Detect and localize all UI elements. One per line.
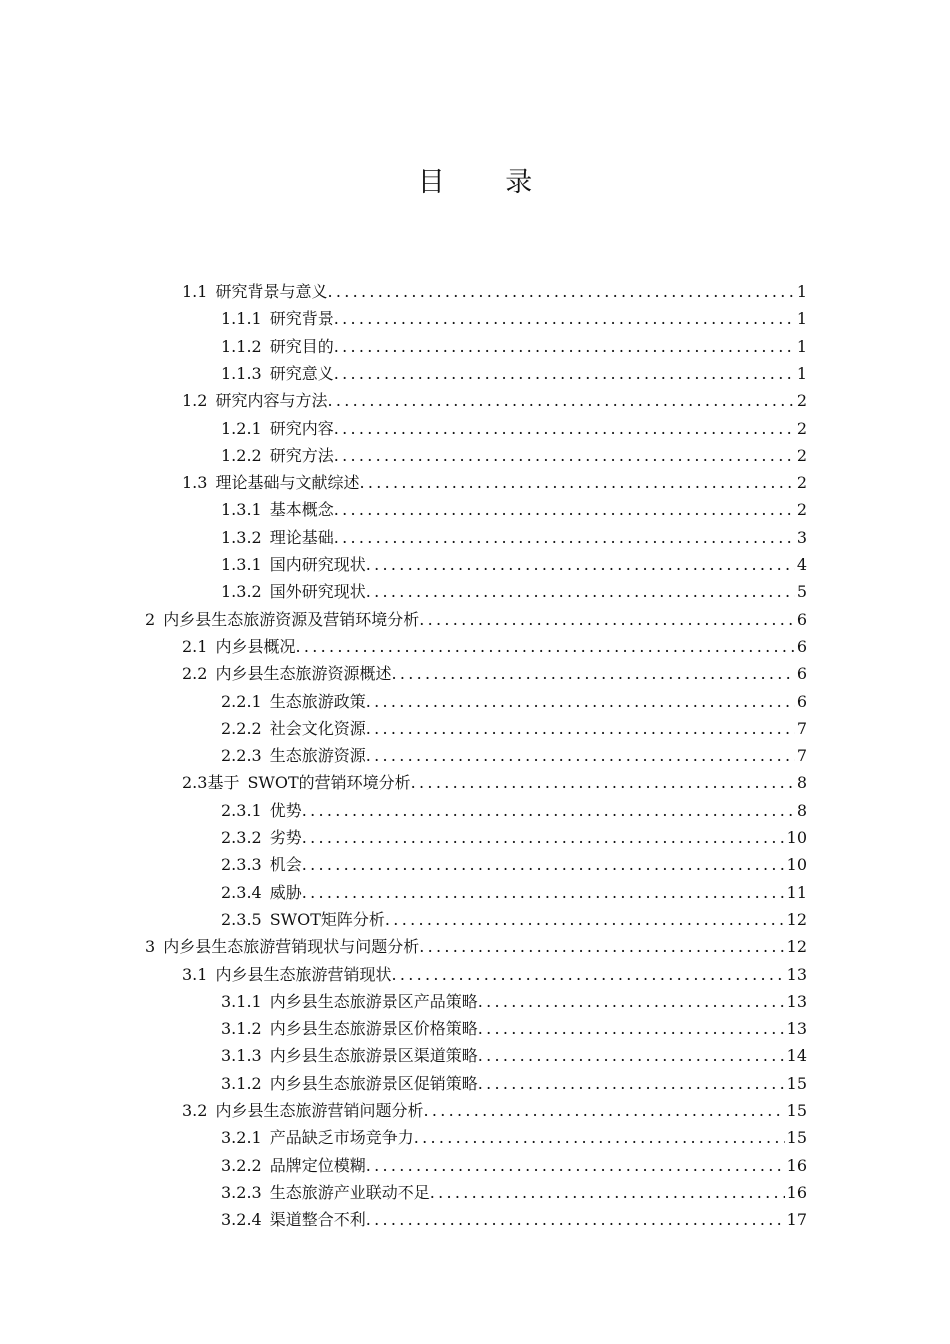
toc-entry-page-number: 1 — [796, 309, 807, 329]
dot-leader — [478, 988, 785, 1015]
toc-entry-title: 生态旅游产业联动不足 — [269, 1182, 430, 1202]
toc-entry[interactable] — [221, 988, 807, 1015]
toc-entry-title: 理论基础与文献综述 — [215, 473, 360, 493]
toc-entry-number: 3 — [145, 937, 156, 957]
dot-leader — [423, 1097, 784, 1124]
toc-entry-title: SWOT矩阵分析 — [269, 909, 385, 929]
toc-entry-number: 2.2 — [182, 664, 208, 684]
toc-entry-title: 优势 — [269, 800, 302, 820]
toc-entry-page-number: 12 — [786, 909, 807, 929]
dot-leader — [391, 961, 784, 988]
dot-leader — [302, 824, 785, 851]
dot-leader — [478, 1015, 785, 1042]
toc-entry-page-number: 8 — [796, 773, 807, 793]
dot-leader — [295, 633, 794, 660]
toc-entry-title: 渠道整合不利 — [269, 1210, 366, 1230]
toc-entry-title: 研究背景 — [269, 309, 334, 329]
toc-entry-number: 2.3.5 — [221, 909, 262, 929]
toc-entry[interactable] — [221, 1179, 807, 1206]
toc-entry[interactable] — [182, 387, 807, 414]
toc-entry[interactable] — [221, 824, 807, 851]
dot-leader — [478, 1070, 785, 1097]
toc-entry[interactable] — [221, 551, 807, 578]
page-title: 目 录 — [417, 167, 559, 198]
toc-entry-page-number: 1 — [796, 336, 807, 356]
toc-entry-title: 研究内容 — [269, 418, 334, 438]
dot-leader — [366, 1206, 785, 1233]
toc-entry[interactable] — [221, 1070, 807, 1097]
toc-entry[interactable] — [221, 333, 807, 360]
toc-entry-number: 2.3.3 — [221, 855, 262, 875]
dot-leader — [334, 305, 795, 332]
dot-leader — [359, 469, 794, 496]
toc-entry[interactable] — [221, 496, 807, 523]
toc-entry-page-number: 13 — [786, 991, 807, 1011]
dot-leader — [334, 360, 795, 387]
toc-entry[interactable] — [221, 715, 807, 742]
dot-leader — [366, 551, 795, 578]
toc-entry-number: 2.2.2 — [221, 718, 262, 738]
toc-entry-title: 内乡县生态旅游景区产品策略 — [269, 991, 478, 1011]
toc-entry-page-number: 6 — [796, 636, 807, 656]
dot-leader — [302, 879, 785, 906]
dot-leader — [334, 496, 795, 523]
toc-entry[interactable] — [182, 660, 807, 687]
toc-entry-page-number: 8 — [796, 800, 807, 820]
toc-entry-page-number: 13 — [786, 964, 807, 984]
toc-entry-page-number: 6 — [796, 664, 807, 684]
toc-entry-page-number: 4 — [796, 555, 807, 574]
toc-entry-page-number: 1 — [796, 282, 807, 301]
dot-leader — [366, 715, 795, 742]
toc-entry[interactable] — [221, 442, 807, 469]
toc-entry[interactable] — [221, 1206, 807, 1233]
toc-entry-title: 产品缺乏市场竞争力 — [269, 1128, 414, 1148]
toc-entry-title: 生态旅游资源 — [269, 746, 366, 766]
toc-entry-page-number: 6 — [796, 691, 807, 711]
dot-leader — [411, 769, 795, 796]
toc-entry-page-number: 6 — [796, 609, 807, 629]
toc-entry-number: 2 — [145, 609, 156, 629]
toc-entry-title: 内乡县生态旅游营销问题分析 — [215, 1101, 424, 1120]
toc-entry-page-number: 11 — [786, 882, 807, 902]
toc-entry-title: 研究目的 — [269, 336, 334, 356]
toc-entry[interactable] — [221, 688, 807, 715]
toc-entry-title: 劣势 — [269, 828, 302, 847]
toc-entry-title: 内乡县生态旅游营销现状 — [215, 964, 392, 984]
toc-entry-title: 社会文化资源 — [269, 718, 366, 738]
toc-entry[interactable] — [221, 1124, 807, 1151]
toc-entry-title: 研究内容与方法 — [215, 391, 328, 411]
toc-entry-title: 内乡县生态旅游景区价格策略 — [269, 1019, 478, 1039]
toc-entry-page-number: 17 — [786, 1210, 807, 1230]
dot-leader — [391, 660, 794, 687]
toc-entry-number: 3.1.2 — [221, 1019, 262, 1039]
toc-entry[interactable] — [221, 360, 807, 387]
dot-leader — [430, 1179, 785, 1206]
toc-entry-title: 国内研究现状 — [269, 555, 366, 574]
toc-entry-page-number: 2 — [796, 418, 807, 438]
toc-entry-number: 1.2 — [182, 391, 208, 411]
toc-entry-title: 基本概念 — [269, 500, 334, 520]
dot-leader — [334, 415, 795, 442]
toc-entry-number: 1.2.1 — [221, 418, 262, 438]
toc-entry-title: 内乡县概况 — [215, 636, 296, 656]
dot-leader — [327, 278, 794, 305]
toc-entry-page-number: 14 — [786, 1046, 807, 1066]
toc-entry[interactable] — [145, 933, 807, 960]
toc-entry-page-number: 15 — [786, 1073, 807, 1093]
toc-entry-page-number: 10 — [786, 855, 807, 875]
toc-entry-number: 3.1.3 — [221, 1046, 262, 1066]
toc-entry-number: 3.2.3 — [221, 1182, 262, 1202]
toc-entry-title: 研究意义 — [269, 363, 334, 383]
toc-entry-page-number: 13 — [786, 1019, 807, 1039]
dot-leader — [419, 606, 795, 633]
toc-entry-number: 2.2.1 — [221, 691, 262, 711]
toc-entry[interactable] — [182, 961, 807, 988]
toc-entry[interactable] — [182, 278, 807, 305]
toc-entry[interactable] — [221, 797, 807, 824]
toc-entry-title: SWOT的营销环境分析 — [247, 773, 411, 793]
toc-entry[interactable] — [182, 469, 807, 496]
toc-entry-number: 3.2.4 — [221, 1210, 262, 1230]
dot-leader — [419, 933, 784, 960]
dot-leader — [366, 578, 795, 605]
toc-entry-number: 1.3.2 — [221, 582, 262, 602]
toc-entry[interactable] — [221, 851, 807, 878]
toc-entry[interactable] — [182, 633, 807, 660]
toc-entry[interactable] — [221, 415, 807, 442]
dot-leader — [334, 442, 795, 469]
toc-entry[interactable] — [221, 906, 807, 933]
toc-entry-page-number: 10 — [786, 828, 807, 847]
toc-entry-title: 内乡县生态旅游景区渠道策略 — [269, 1046, 478, 1066]
toc-entry-number: 2.2.3 — [221, 746, 262, 766]
dot-leader — [334, 524, 795, 551]
toc-entry-page-number: 2 — [796, 473, 807, 493]
dot-leader — [385, 906, 785, 933]
toc-entry-number: 3.2.2 — [221, 1155, 262, 1175]
toc-entry-number: 2.3.1 — [221, 800, 262, 820]
toc-entry-title: 机会 — [269, 855, 302, 875]
toc-entry[interactable] — [221, 1042, 807, 1069]
toc-entry[interactable] — [182, 769, 807, 796]
dot-leader — [302, 851, 785, 878]
toc-entry-number: 1.1.3 — [221, 363, 262, 383]
toc-entry-title: 内乡县生态旅游营销现状与问题分析 — [163, 937, 420, 957]
toc-entry-title: 威胁 — [269, 882, 302, 902]
toc-entry-title: 研究方法 — [269, 445, 334, 465]
toc-entry[interactable] — [221, 305, 807, 332]
toc-entry-title: 研究背景与意义 — [215, 282, 328, 301]
toc-entry-page-number: 2 — [796, 391, 807, 411]
toc-entry-number: 2.1 — [182, 636, 208, 656]
toc-entry-number: 2.3.4 — [221, 882, 262, 902]
toc-entry-page-number: 7 — [796, 718, 807, 738]
toc-entry-title: 内乡县生态旅游资源及营销环境分析 — [163, 609, 420, 629]
toc-entry[interactable] — [221, 1015, 807, 1042]
toc-entry-page-number: 2 — [796, 445, 807, 465]
toc-entry-number: 3.1.2 — [221, 1073, 262, 1093]
toc-entry-page-number: 2 — [796, 500, 807, 520]
dot-leader — [334, 333, 795, 360]
toc-entry-number: 3.2.1 — [221, 1128, 262, 1148]
toc-entry-page-number: 15 — [786, 1128, 807, 1148]
dot-leader — [366, 1152, 785, 1179]
toc-entry[interactable] — [221, 1152, 807, 1179]
toc-entry-title: 生态旅游政策 — [269, 691, 366, 711]
toc-entry-number: 1.2.2 — [221, 445, 262, 465]
dot-leader — [327, 387, 794, 414]
toc-entry[interactable] — [221, 578, 807, 605]
toc-entry-title: 内乡县生态旅游资源概述 — [215, 664, 392, 684]
toc-entry-number: 3.1 — [182, 964, 208, 984]
toc-entry-page-number: 7 — [796, 746, 807, 766]
toc-entry-page-number: 1 — [796, 363, 807, 383]
toc-entry[interactable] — [221, 524, 807, 551]
toc-entry-title: 理论基础 — [269, 527, 334, 547]
toc-entry-number: 2.3.2 — [221, 828, 262, 847]
toc-entry[interactable] — [182, 1097, 807, 1124]
toc-entry-page-number: 12 — [786, 937, 807, 957]
toc-entry-title: 国外研究现状 — [269, 582, 366, 602]
toc-entry-page-number: 15 — [786, 1101, 807, 1120]
toc-entry[interactable] — [221, 879, 807, 906]
toc-entry-number: 1.1.1 — [221, 309, 262, 329]
toc-entry[interactable] — [145, 606, 807, 633]
toc-entry-number: 1.3.1 — [221, 555, 262, 574]
toc-entry-page-number: 3 — [796, 527, 807, 547]
toc-entry-number: 2.3基于 — [182, 773, 240, 793]
dot-leader — [478, 1042, 785, 1069]
toc-entry-page-number: 16 — [786, 1182, 807, 1202]
toc-entry-title: 品牌定位模糊 — [269, 1155, 366, 1175]
toc-entry-page-number: 16 — [786, 1155, 807, 1175]
toc-entry-number: 1.3 — [182, 473, 208, 493]
toc-entry-number: 1.1.2 — [221, 336, 262, 356]
dot-leader — [366, 742, 795, 769]
toc-entry-number: 1.3.2 — [221, 527, 262, 547]
dot-leader — [414, 1124, 785, 1151]
toc-entry-number: 1.3.1 — [221, 500, 262, 520]
toc-entry-page-number: 5 — [796, 582, 807, 602]
toc-entry-number: 3.2 — [182, 1101, 208, 1120]
toc-entry-title: 内乡县生态旅游景区促销策略 — [269, 1073, 478, 1093]
dot-leader — [366, 688, 795, 715]
toc-entry[interactable] — [221, 742, 807, 769]
dot-leader — [302, 797, 795, 824]
toc-entry-number: 3.1.1 — [221, 991, 262, 1011]
toc-entry-number: 1.1 — [182, 282, 208, 301]
